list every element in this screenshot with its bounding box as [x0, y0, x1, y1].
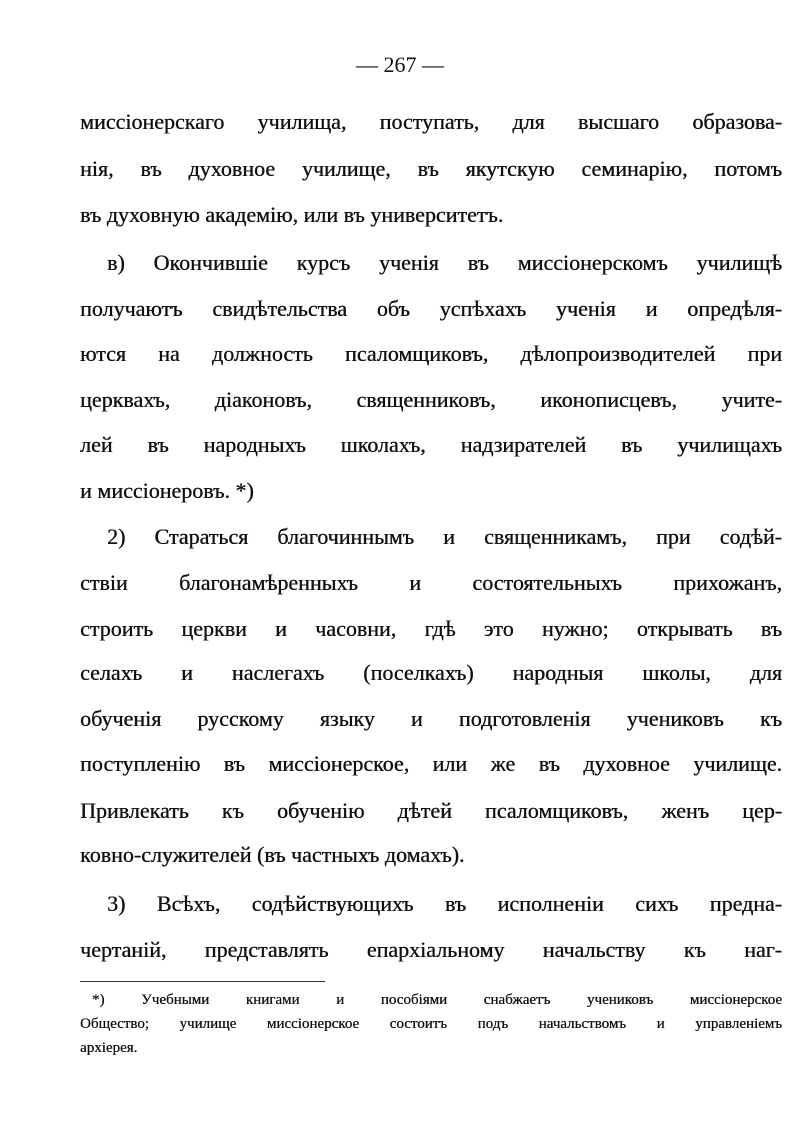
text-line: строить церкви и часовни, гдѣ это нужно; открывать въ	[80, 616, 782, 641]
text-line: селахъ и наслегахъ (поселкахъ) народныя школы, для	[80, 660, 782, 685]
text-line: ствіи благонамѣренныхъ и состоятельныхъ прихожанъ,	[80, 570, 782, 595]
text-line: поступленію въ миссіонерское, или же въ духовное училище.	[80, 751, 782, 776]
text-line: Привлекать къ обученію дѣтей псаломщиковъ, женъ цер-	[80, 798, 782, 823]
footnote-line: *) Учебными книгами и пособіями снабжаетъ учениковъ миссіонерское	[92, 992, 782, 1008]
text-line: миссіонерскаго училища, поступать, для высшаго образова-	[80, 109, 782, 134]
text-line: чертаній, представлять епархіальному начальству къ наг-	[80, 937, 782, 962]
footnote-divider	[80, 981, 325, 982]
footnote-line: архіерея.	[80, 1040, 138, 1056]
text-line: ются на должность псаломщиковъ, дѣлопроизводителей при	[80, 341, 782, 366]
text-line: лей въ народныхъ школахъ, надзирателей въ училищахъ	[80, 432, 782, 457]
page-number: — 267 —	[356, 52, 444, 77]
text-line: нія, въ духовное училище, въ якутскую семинарію, потомъ	[80, 156, 782, 181]
text-line: и миссіонеровъ. *)	[80, 478, 254, 503]
text-line: 3) Всѣхъ, содѣйствующихъ въ исполненіи сихъ предна-	[107, 891, 782, 916]
text-line: в) Окончившіе курсъ ученія въ миссіонерскомъ училищѣ	[107, 250, 782, 275]
text-line: 2) Стараться благочиннымъ и священникамъ, при содѣй-	[107, 524, 782, 549]
footnote-line: Общество; училище миссіонерское состоитъ подъ начальствомъ и управленіемъ	[80, 1016, 782, 1032]
text-line: ковно-служителей (въ частныхъ домахъ).	[80, 842, 465, 867]
text-line: получаютъ свидѣтельства объ успѣхахъ ученія и опредѣля-	[80, 296, 782, 321]
text-line: церквахъ, діаконовъ, священниковъ, иконописцевъ, учите-	[80, 387, 782, 412]
text-line: обученія русскому языку и подготовленія учениковъ къ	[80, 706, 782, 731]
text-line: въ духовную академію, или въ университетъ.	[80, 202, 504, 227]
